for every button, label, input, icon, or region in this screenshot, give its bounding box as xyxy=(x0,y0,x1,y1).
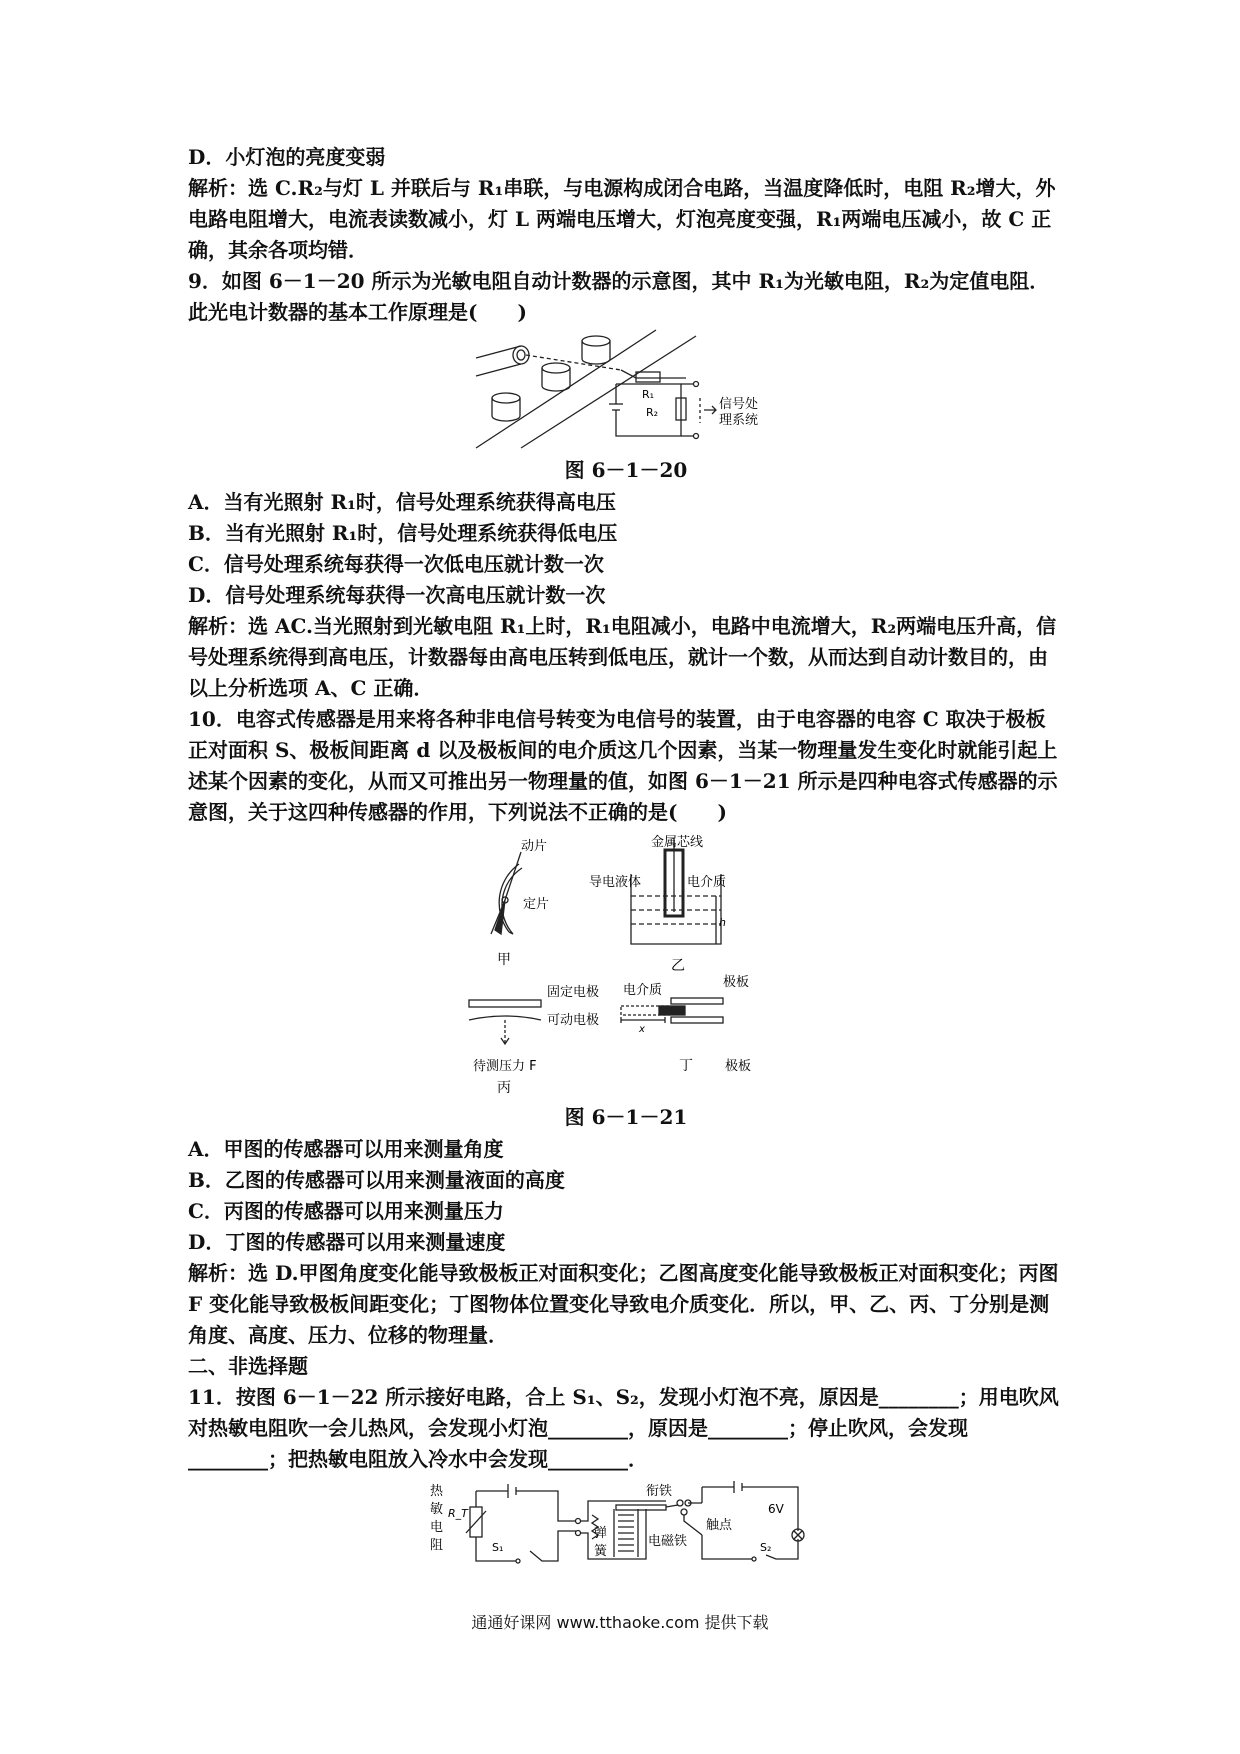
fig21-jia-fixed-label: 定片 xyxy=(523,897,550,912)
q10-option-d: D．丁图的传感器可以用来测量速度 xyxy=(188,1230,506,1254)
fig22-spring-char-1: 弹 xyxy=(594,1526,608,1541)
q11-stem: 11．按图 6－1－22 所示接好电路，合上 S₁、S₂，发现小灯泡不亮，原因是________；用电吹风对热敏电阻吹一会儿热风，会发现小灯泡________，原因是________；停止吹风，会发现________；把热敏电阻放入冷水中会发现________． xyxy=(188,1385,1059,1471)
q10-stem: 10．电容式传感器是用来将各种非电信号转变为电信号的装置，由于电容器的电容 C 取决于极板正对面积 S、极板间距离 d 以及极板间的电介质这几个因素，当某一物理量发生变化时就能引起上述某个因素的变化，从而又可推出另一物理量的值，如图 6－1－21 所示是四种电容式传感器的示意图，关于这四种传感器的作用，下列说法不正确的是( ) xyxy=(188,707,1058,824)
q10-option-b: B．乙图的传感器可以用来测量液面的高度 xyxy=(188,1168,565,1192)
fig21-ding-dielectric-label: 电介质 xyxy=(623,983,663,998)
fig21-ding-x-label: x xyxy=(639,1024,645,1035)
fig22-s1-label: S₁ xyxy=(492,1541,504,1554)
fig22-thermistor-char-1: 热 xyxy=(430,1484,444,1499)
fig21-yi-wire-label: 金属芯线 xyxy=(651,835,704,850)
fig21-yi-name: 乙 xyxy=(671,958,685,974)
q10-analysis: 解析：选 D.甲图角度变化能导致极板正对面积变化；乙图高度变化能导致极板正对面积变化；丙图 F 变化能导致极板间距变化；丁图物体位置变化导致电介质变化．所以，甲、乙、丙、丁分别是测角度、高度、压力、位移的物理量． xyxy=(188,1261,1066,1347)
fig20-r2-label: R₂ xyxy=(646,406,659,419)
page-content xyxy=(188,142,1064,1577)
fig20-signal-label-2: 理系统 xyxy=(719,413,759,428)
fig20-r1-label: R₁ xyxy=(642,388,655,401)
fig21-ding-plate-top-label: 极板 xyxy=(723,975,750,990)
fig21-bing-fixed-label: 固定电极 xyxy=(547,985,600,1000)
fig22-electromagnet-label: 电磁铁 xyxy=(648,1534,688,1549)
q9-option-c: C．信号处理系统每获得一次低电压就计数一次 xyxy=(188,552,604,576)
figure-6-1-20-caption: 图 6－1－20 xyxy=(564,458,688,482)
q9-analysis: 解析：选 AC.当光照射到光敏电阻 R₁上时，R₁电阻减小，电路中电流增大，R₂两端电压升高，信号处理系统得到高电压，计数器每由高电压转到低电压，就计一个数，从而达到自动计数目的，由以上分析选项 A、C 正确． xyxy=(188,614,1057,700)
fig21-ding-name: 丁 xyxy=(679,1058,693,1074)
figure-6-1-21 xyxy=(461,834,791,1100)
fig21-yi-dielectric-label: 电介质 xyxy=(687,875,727,890)
q9-stem: 9．如图 6－1－20 所示为光敏电阻自动计数器的示意图，其中 R₁为光敏电阻，R₂为定值电阻．此光电计数器的基本工作原理是( ) xyxy=(188,269,1050,324)
fig21-yi-liquid-label: 导电液体 xyxy=(589,875,642,890)
fig21-jia-name: 甲 xyxy=(497,952,511,968)
fig22-thermistor-char-3: 电 xyxy=(430,1520,444,1535)
footer: 通通好课网 www.tthaoke.com 提供下载 xyxy=(471,1613,769,1632)
fig20-signal-label: 信号处 xyxy=(719,397,759,412)
fig22-spring-char-2: 簧 xyxy=(594,1544,608,1559)
figure-6-1-20 xyxy=(466,328,786,453)
fig21-bing-name: 丙 xyxy=(497,1080,511,1096)
figure-6-1-22 xyxy=(426,1479,826,1577)
fig21-bing-force-label: 待测压力 F xyxy=(473,1059,537,1074)
fig22-rt-label: R_T xyxy=(448,1507,468,1520)
q8-analysis: 解析：选 C.R₂与灯 L 并联后与 R₁串联，与电源构成闭合电路，当温度降低时，电阻 R₂增大，外电路电阻增大，电流表读数减小，灯 L 两端电压增大，灯泡亮度变强，R₁两端电压减小，故 C 正确，其余各项均错． xyxy=(188,176,1056,262)
q8-option-d: D．小灯泡的亮度变弱 xyxy=(188,145,386,169)
fig21-jia-moving-label: 动片 xyxy=(521,839,548,854)
fig22-thermistor-char-4: 阻 xyxy=(430,1538,444,1553)
section-heading: 二、非选择题 xyxy=(188,1354,308,1378)
fig22-thermistor-char-2: 敏 xyxy=(430,1502,444,1517)
q9-option-b: B．当有光照射 R₁时，信号处理系统获得低电压 xyxy=(188,521,618,545)
fig22-voltage-label: 6V xyxy=(768,1502,784,1516)
fig22-contact-label: 触点 xyxy=(706,1518,733,1533)
q9-option-a: A．当有光照射 R₁时，信号处理系统获得高电压 xyxy=(188,490,616,514)
fig22-armature-label: 衔铁 xyxy=(646,1484,673,1499)
q10-option-a: A．甲图的传感器可以用来测量角度 xyxy=(188,1137,504,1161)
figure-6-1-21-caption: 图 6－1－21 xyxy=(564,1105,688,1129)
fig21-bing-movable-label: 可动电极 xyxy=(547,1013,600,1028)
fig21-ding-plate-bottom-label: 极板 xyxy=(725,1059,752,1074)
q9-option-d: D．信号处理系统每获得一次高电压就计数一次 xyxy=(188,583,606,607)
q10-option-c: C．丙图的传感器可以用来测量压力 xyxy=(188,1199,504,1223)
fig21-yi-h-label: h xyxy=(719,916,726,929)
fig22-s2-label: S₂ xyxy=(760,1541,772,1554)
